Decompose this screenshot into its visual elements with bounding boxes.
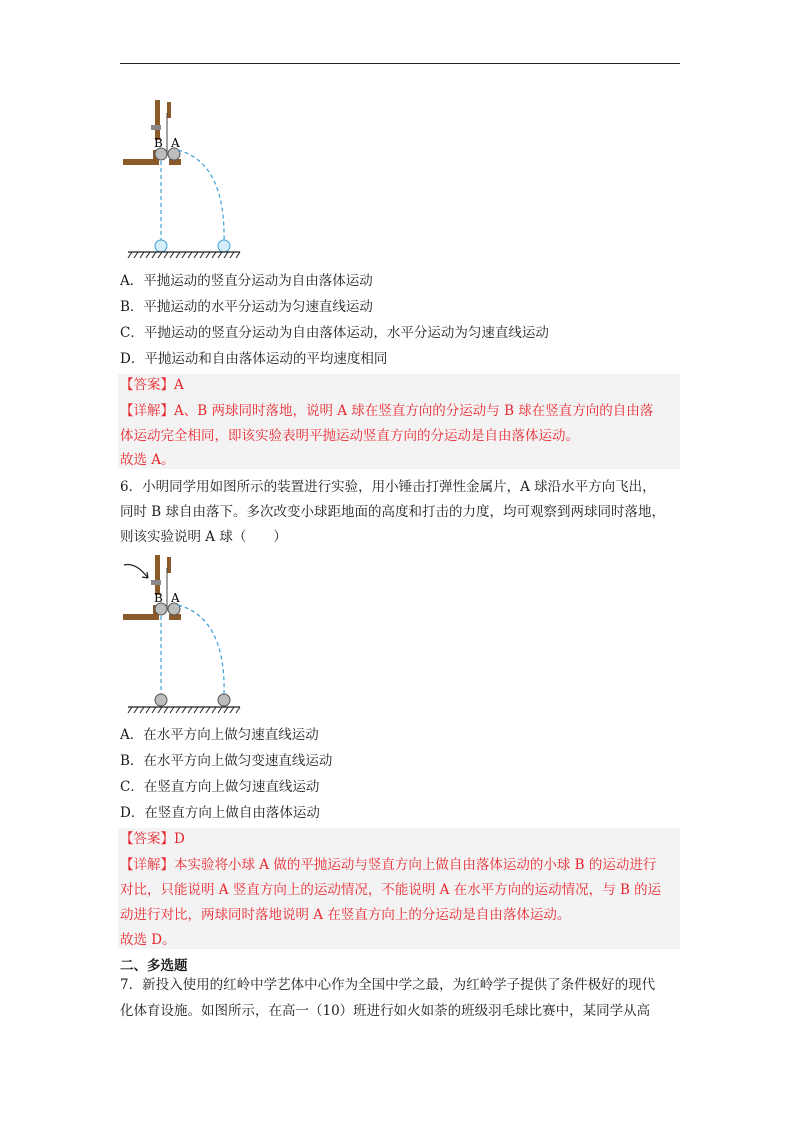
header-rule [120,63,680,64]
q6-conclusion: 故选 D。 [120,932,176,948]
ball-a-landed [218,240,230,252]
q5-option-c: C．平抛运动的竖直分运动为自由落体运动，水平分运动为匀速直线运动 [120,325,549,341]
q6-option-b: B．在水平方向上做匀变速直线运动 [120,753,333,769]
q5-conclusion: 故选 A。 [120,452,175,468]
stop-post [167,557,171,573]
q5-detail-line-2: 体运动完全相同，即该实验表明平抛运动竖直方向的分运动是自由落体运动。 [120,428,579,444]
label-a: A [171,591,180,605]
q6-stem-line-1: 6．小明同学用如图所示的装置进行实验，用小锤击打弹性金属片，A 球沿水平方向飞出， [120,479,656,495]
q6-detail-line-3: 动进行对比，两球同时落地说明 A 在竖直方向上的分运动是自由落体运动。 [120,907,571,923]
q6-option-d: D．在竖直方向上做自由落体运动 [120,805,320,821]
projectile-apparatus-figure-2 [118,550,258,715]
q5-option-b: B．平抛运动的水平分运动为匀速直线运动 [120,299,373,315]
ball-b-landed [155,240,167,252]
hammer-head [151,125,161,130]
q6-detail-line-1: 【详解】本实验将小球 A 做的平抛运动与竖直方向上做自由落体运动的小球 B 的运动进行 [120,857,657,873]
q7-stem-line-1: 7．新投入使用的红岭中学艺体中心作为全国中学之最，为红岭学子提供了条件极好的现代 [120,977,656,993]
label-b: B [154,591,163,605]
left-platform [123,159,155,165]
q5-detail-line-1: 【详解】A、B 两球同时落地，说明 A 球在竖直方向的分运动与 B 球在竖直方向的自由落 [120,403,654,419]
projectile-apparatus-figure-1 [118,95,258,260]
q5-answer: 【答案】A [120,377,184,393]
strike-arrow [124,565,148,578]
stop-post [167,102,171,118]
ball-a-landed [218,694,230,706]
label-a: A [171,136,180,150]
parabolic-trajectory [178,150,224,243]
q5-option-d: D．平抛运动和自由落体运动的平均速度相同 [120,351,388,367]
q6-option-c: C．在竖直方向上做匀速直线运动 [120,779,320,795]
label-b: B [154,136,163,150]
ground-hatching [128,707,240,713]
q6-stem-line-2: 同时 B 球自由落下。多次改变小球距地面的高度和打击的力度，均可观察到两球同时落地， [120,504,666,520]
parabolic-trajectory [178,605,224,695]
q6-option-a: A．在水平方向上做匀速直线运动 [120,727,319,743]
ball-b-landed [155,694,167,706]
q6-stem-line-3: 则该实验说明 A 球（ ） [120,529,287,545]
q7-stem-line-2: 化体育设施。如图所示，在高一（10）班进行如火如荼的班级羽毛球比赛中，某同学从高 [120,1003,651,1019]
left-platform [123,614,155,620]
hammer-head [151,580,161,585]
ground-hatching [128,252,240,258]
q6-answer: 【答案】D [120,831,185,847]
q6-detail-line-2: 对比，只能说明 A 竖直方向上的运动情况，不能说明 A 在水平方向的运动情况，与 B 的运 [120,882,662,898]
q5-option-a: A．平抛运动的竖直分运动为自由落体运动 [120,273,373,289]
hammer-handle [155,100,160,140]
section-title-multi-choice: 二、多选题 [120,958,188,974]
hammer-handle [155,555,160,595]
